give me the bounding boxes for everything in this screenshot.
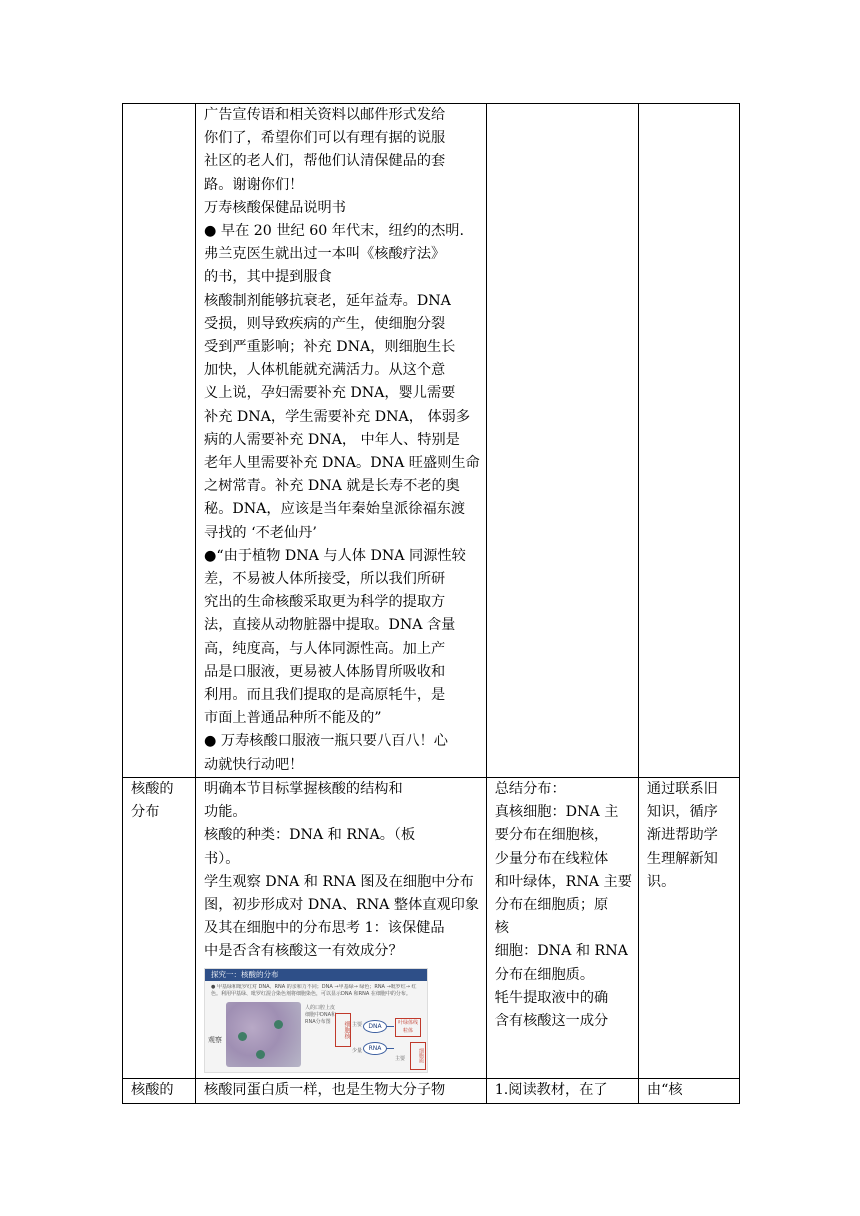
row3-intent-cell xyxy=(638,1078,739,1103)
row1-activity-cell xyxy=(196,104,487,778)
text-line: 图，初步形成对 DNA、RNA 整体直观印象 xyxy=(204,896,480,913)
text-line: 核酸的 xyxy=(131,1081,174,1098)
text-line: 及其在细胞中的分布思考 1：该保健品 xyxy=(204,920,445,937)
slide-title: 探究一：核酸的分布 xyxy=(211,969,279,979)
text-line: 动就快行动吧！ xyxy=(204,756,304,773)
text-line: 核酸的 xyxy=(131,780,174,797)
text-line: 病的人需要补充 DNA， 中年人、特别是 xyxy=(204,431,460,448)
text-line: 之树常青。补充 DNA 就是长寿不老的奥 xyxy=(204,478,460,495)
text-line: 分布 xyxy=(131,804,160,821)
arrow xyxy=(386,1048,394,1049)
text-line: 分布在细胞质；原 xyxy=(494,896,609,913)
text-line: 分布在细胞质。 xyxy=(494,966,595,983)
text-line: 中是否含有核酸这一有效成分？ xyxy=(204,943,403,960)
text-line: 法，直接从动物脏器中提取。DNA 含量 xyxy=(204,617,456,634)
text-line: 利用。而且我们提取的是高原牦牛，是 xyxy=(204,687,446,704)
nucleus-dot xyxy=(274,1020,283,1029)
text-line: 真核细胞：DNA 主 xyxy=(494,804,619,821)
text-line: 要分布在细胞核， xyxy=(494,827,609,844)
row2-section-cell xyxy=(123,777,196,1078)
nucleus-dot xyxy=(238,1032,247,1041)
micrograph-caption: 人的口腔上皮细胞中DNA和RNA分布图 xyxy=(305,1004,337,1025)
text-line: 功能。 xyxy=(204,804,247,821)
text-line: 通过联系旧 xyxy=(646,780,718,797)
main-label-right: 主要 xyxy=(395,1055,406,1062)
text-line: 由“核 xyxy=(646,1081,683,1098)
text-line: 你们了，希望你们可以有理有据的说服 xyxy=(204,130,446,147)
table-row xyxy=(123,1078,740,1103)
text-line: 万寿核酸保健品说明书 xyxy=(204,199,346,216)
text-line: 生理解新知 xyxy=(646,850,718,867)
rna-oval: RNA xyxy=(363,1042,387,1055)
nucleic-acid-distribution-slide xyxy=(204,968,428,1073)
text-line: 1.阅读教材，在了 xyxy=(494,1081,608,1098)
text-line: 义上说，孕妇需要补充 DNA，婴儿需要 xyxy=(204,385,456,402)
few-label: 少量 xyxy=(352,1047,363,1054)
text-line: 究出的生命核酸采取更为科学的提取方 xyxy=(204,594,446,611)
row3-section-cell xyxy=(123,1078,196,1103)
slide-text-line: 色。利用甲基绿、吡罗红混合染色剂将细胞染色，可以显示DNA 和RNA 在细胞中的分布。 xyxy=(211,990,411,997)
text-line: 路。谢谢你们！ xyxy=(204,176,304,193)
text-line: ●“由于植物 DNA 与人体 DNA 同源性较 xyxy=(204,547,466,564)
text-line: 秘。DNA，应该是当年秦始皇派徐福东渡 xyxy=(204,501,466,518)
dna-oval: DNA xyxy=(363,1020,387,1033)
row1-section-cell xyxy=(123,104,196,778)
text-line: 市面上普通品种所不能及的” xyxy=(204,710,382,727)
text-line: 牦牛提取液中的确 xyxy=(494,989,609,1006)
text-line: 受损，则导致疾病的产生，使细胞分裂 xyxy=(204,315,446,332)
text-line: 核酸制剂能够抗衰老，延年益寿。DNA xyxy=(204,292,451,309)
text-line: 核酸的种类：DNA 和 RNA。（板 xyxy=(204,827,416,844)
text-line: ● 万寿核酸口服液一瓶只要八百八！心 xyxy=(204,733,448,750)
main-label: 主要 xyxy=(352,1021,363,1028)
row2-activity-cell xyxy=(196,777,487,1078)
text-line: 识。 xyxy=(646,873,676,890)
row2-student-cell xyxy=(486,777,638,1078)
cytoplasm-box: 细胞质 xyxy=(410,1042,426,1070)
lesson-plan-table xyxy=(122,103,740,1104)
table-row xyxy=(123,104,740,778)
text-line: 核 xyxy=(494,920,509,937)
observe-label: 观察 xyxy=(208,1035,222,1044)
text-line: 总结分布： xyxy=(494,780,566,797)
text-line: 高，纯度高，与人体同源性高。加上产 xyxy=(204,640,446,657)
text-line: ● 早在 20 世纪 60 年代末，纽约的杰明. xyxy=(204,223,464,240)
text-line: 核酸同蛋白质一样，也是生物大分子物 xyxy=(204,1081,446,1098)
text-line: 渐进帮助学 xyxy=(646,827,718,844)
text-line: 的书，其中提到服食 xyxy=(204,269,332,286)
text-line: 补充 DNA，学生需要补充 DNA， 体弱多 xyxy=(204,408,471,425)
micrograph-image xyxy=(226,1002,301,1067)
text-line: 弗兰克医生就出过一本叫《核酸疗法》 xyxy=(204,246,446,263)
text-line: 品是口服液，更易被人体肠胃所吸收和 xyxy=(204,663,446,680)
text-line: 老年人里需要补充 DNA。DNA 旺盛则生命 xyxy=(204,455,480,472)
text-line: 知识，循序 xyxy=(646,804,718,821)
text-line: 含有核酸这一成分 xyxy=(494,1012,609,1029)
text-line: 差，不易被人体所接受，所以我们所研 xyxy=(204,571,446,588)
slide-text-line: ● 甲基绿和吡罗红对 DNA、RNA 的亲和力不同；DNA →甲基绿→ 绿色；RNA →吡罗红→ 红 xyxy=(211,983,417,990)
row3-activity-cell xyxy=(196,1078,487,1103)
table-row xyxy=(123,777,740,1078)
arrow xyxy=(386,1026,394,1027)
text-line: 学生观察 DNA 和 RNA 图及在细胞中分布 xyxy=(204,873,474,890)
row2-intent-cell xyxy=(638,777,739,1078)
text-line: 加快，人体机能就充满活力。从这个意 xyxy=(204,362,446,379)
text-line: 社区的老人们，帮他们认清保健品的套 xyxy=(204,153,446,170)
row3-student-cell xyxy=(486,1078,638,1103)
text-line: 寻找的 ‘不老仙丹’ xyxy=(204,524,317,541)
organelle-box: 叶绿体线粒体 xyxy=(395,1018,421,1037)
slide-title-banner xyxy=(205,969,427,981)
text-line: 书）。 xyxy=(204,850,240,867)
nucleus-box: 细胞核 xyxy=(335,1013,351,1047)
text-line: 受到严重影响；补充 DNA，则细胞生长 xyxy=(204,339,456,356)
nucleus-dot xyxy=(256,1050,265,1059)
text-line: 明确本节目标掌握核酸的结构和 xyxy=(204,780,403,797)
text-line: 细胞：DNA 和 RNA xyxy=(494,943,628,960)
text-line: 和叶绿体，RNA 主要 xyxy=(494,873,632,890)
row1-student-cell xyxy=(486,104,638,778)
row1-intent-cell xyxy=(638,104,739,778)
text-line: 少量分布在线粒体 xyxy=(494,850,609,867)
text-line: 广告宣传语和相关资料以邮件形式发给 xyxy=(204,107,446,123)
slide-text xyxy=(211,984,421,998)
